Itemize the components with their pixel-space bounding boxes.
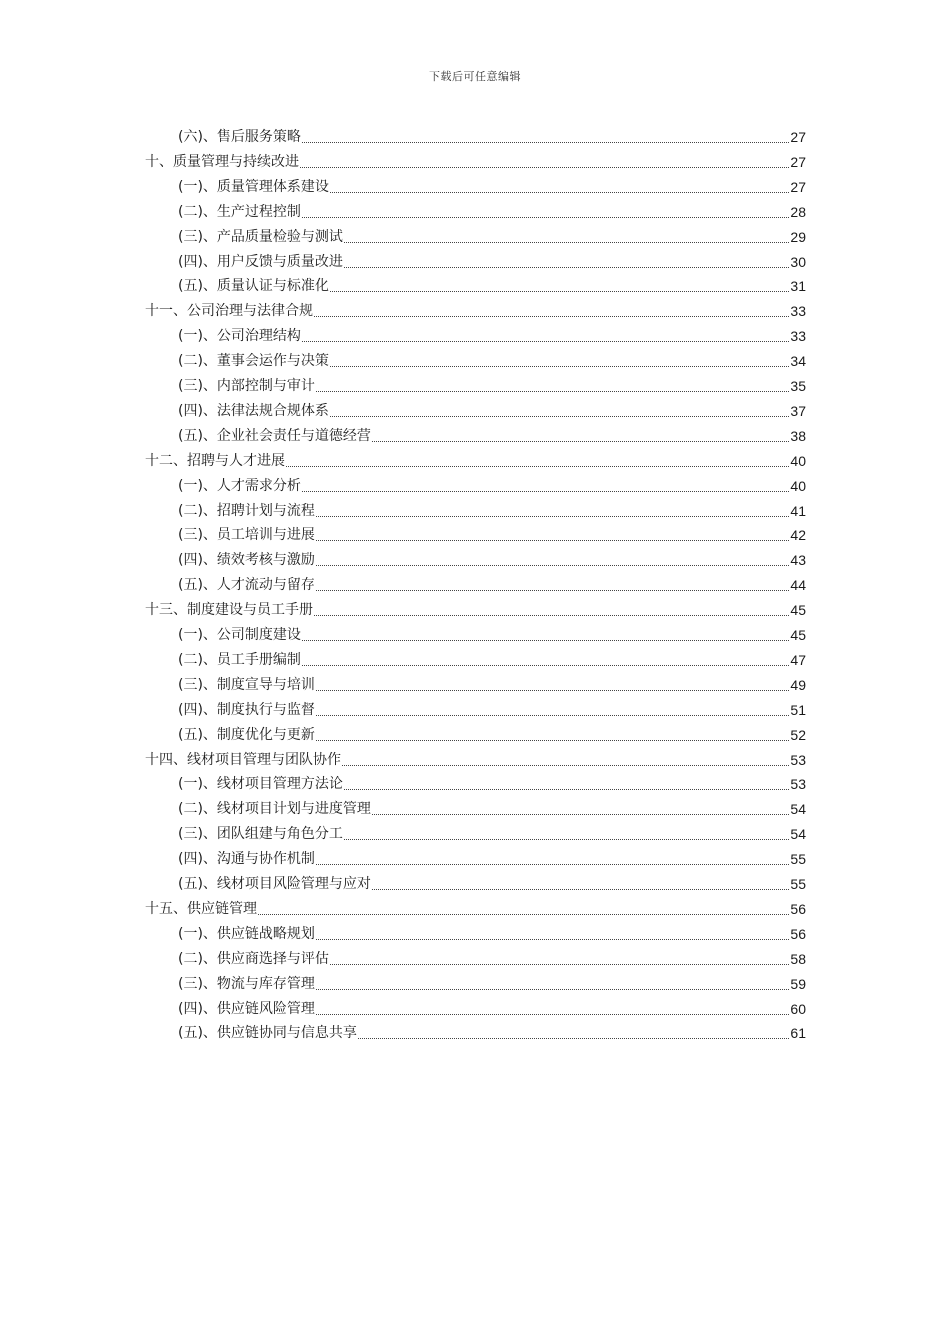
toc-entry-page-number: 42 [790,527,806,544]
toc-dot-leader [302,340,789,342]
toc-entry-title: (六)、售后服务策略 [178,129,301,145]
toc-entry-title: (四)、沟通与协作机制 [178,851,315,868]
toc-dot-leader [316,739,789,741]
toc-section-entry[interactable] [178,997,806,1022]
toc-entry-title: (五)、企业社会责任与道德经营 [178,427,371,444]
toc-entry-title: (五)、质量认证与标准化 [178,278,329,295]
toc-entry-title: (四)、法律法规合规体系 [178,402,329,419]
toc-entry-page-number: 53 [790,776,806,793]
toc-dot-leader [258,913,789,915]
toc-entry-title: (二)、员工手册编制 [178,651,301,668]
toc-entry-page-number: 52 [790,726,806,743]
toc-entry-title: (一)、公司治理结构 [178,328,301,345]
toc-dot-leader [316,564,789,566]
toc-entry-title: (二)、线材项目计划与进度管理 [178,801,371,818]
toc-dot-leader [330,191,789,193]
toc-dot-leader [316,714,789,716]
toc-dot-leader [358,1037,789,1039]
toc-entry-page-number: 61 [790,1025,806,1042]
toc-section-entry[interactable] [178,648,806,673]
toc-entry-title: (三)、团队组建与角色分工 [178,826,343,843]
toc-entry-page-number: 27 [790,178,806,195]
toc-entry-page-number: 55 [790,851,806,868]
toc-entry-title: (一)、人才需求分析 [178,477,301,494]
toc-section-entry[interactable] [178,349,806,374]
toc-section-entry[interactable] [178,200,806,225]
toc-dot-leader [316,988,789,990]
toc-entry-page-number: 47 [790,651,806,668]
toc-section-entry[interactable] [178,623,806,648]
toc-dot-leader [316,863,789,865]
toc-entry-page-number: 54 [790,801,806,818]
toc-section-entry[interactable] [178,125,806,150]
toc-entry-page-number: 40 [790,452,806,469]
toc-entry-page-number: 56 [790,900,806,917]
toc-dot-leader [316,515,789,517]
toc-dot-leader [330,963,789,965]
toc-entry-page-number: 33 [790,303,806,320]
toc-section-entry[interactable] [178,972,806,997]
toc-entry-page-number: 28 [790,203,806,220]
toc-section-entry[interactable] [178,772,806,797]
toc-section-entry[interactable] [178,523,806,548]
toc-entry-title: 十、质量管理与持续改进 [145,153,299,170]
toc-entry-title: (四)、制度执行与监督 [178,701,315,718]
toc-section-entry[interactable] [178,374,806,399]
toc-entry-title: 十四、线材项目管理与团队协作 [145,751,341,768]
toc-dot-leader [316,390,789,392]
toc-entry-page-number: 56 [790,925,806,942]
toc-entry-title: (一)、质量管理体系建设 [178,178,329,195]
toc-section-entry[interactable] [178,424,806,449]
toc-entry-title: (五)、人才流动与留存 [178,577,315,594]
toc-entry-page-number: 43 [790,552,806,569]
toc-dot-leader [372,813,789,815]
toc-entry-page-number: 55 [790,876,806,892]
toc-entry-title: (一)、供应链战略规划 [178,925,315,942]
toc-entry-title: (二)、生产过程控制 [178,203,301,220]
toc-section-entry[interactable] [178,723,806,748]
toc-dot-leader [302,664,789,666]
toc-dot-leader [316,539,789,541]
toc-entry-title: (四)、供应链风险管理 [178,1000,315,1017]
toc-entry-page-number: 31 [790,278,806,295]
toc-entry-page-number: 35 [790,378,806,394]
toc-section-entry[interactable] [178,797,806,822]
toc-entry-page-number: 44 [790,577,806,594]
toc-dot-leader [300,166,789,168]
toc-entry-title: (一)、线材项目管理方法论 [178,776,343,793]
toc-entry-title: 十五、供应链管理 [145,900,257,917]
toc-dot-leader [302,141,789,143]
toc-entry-title: (二)、招聘计划与流程 [178,502,315,519]
toc-entry-title: (二)、董事会运作与决策 [178,353,329,370]
toc-dot-leader [344,241,789,243]
toc-dot-leader [286,465,789,467]
toc-entry-page-number: 33 [790,328,806,345]
toc-entry-title: (四)、用户反馈与质量改进 [178,253,343,270]
toc-section-entry[interactable] [178,947,806,972]
toc-chapter-entry[interactable] [145,150,806,175]
toc-dot-leader [316,689,789,691]
toc-entry-title: (三)、员工培训与进展 [178,527,315,544]
toc-entry-page-number: 38 [790,427,806,444]
toc-dot-leader [316,1013,789,1015]
toc-entry-page-number: 41 [790,502,806,519]
toc-section-entry[interactable] [178,225,806,250]
toc-entry-title: (四)、绩效考核与激励 [178,552,315,569]
toc-dot-leader [344,266,789,268]
toc-dot-leader [302,490,789,492]
toc-entry-page-number: 27 [790,153,806,170]
toc-section-entry[interactable] [178,250,806,275]
toc-dot-leader [342,764,789,766]
toc-entry-page-number: 60 [790,1000,806,1017]
toc-dot-leader [372,888,789,890]
toc-section-entry[interactable] [178,698,806,723]
toc-entry-title: (一)、公司制度建设 [178,627,301,643]
toc-dot-leader [344,788,789,790]
toc-entry-title: (五)、供应链协同与信息共享 [178,1025,357,1042]
toc-section-entry[interactable] [178,175,806,200]
toc-dot-leader [302,639,789,641]
toc-section-entry[interactable] [178,474,806,499]
toc-dot-leader [330,290,789,292]
toc-dot-leader [302,216,789,218]
toc-entry-page-number: 58 [790,950,806,967]
toc-entry-page-number: 54 [790,826,806,843]
toc-section-entry[interactable] [178,922,806,947]
toc-entry-title: (二)、供应商选择与评估 [178,950,329,967]
toc-dot-leader [344,838,789,840]
header-note: 下载后可任意编辑 [429,70,521,83]
toc-dot-leader [316,938,789,940]
toc-entry-title: (五)、制度优化与更新 [178,726,315,743]
toc-dot-leader [314,614,789,616]
toc-section-entry[interactable] [178,548,806,573]
toc-entry-title: 十二、招聘与人才进展 [145,452,285,469]
toc-section-entry[interactable] [178,399,806,424]
toc-section-entry[interactable] [178,673,806,698]
toc-section-entry[interactable] [178,324,806,349]
toc-entry-page-number: 27 [790,129,806,145]
toc-entry-page-number: 45 [790,627,806,643]
toc-entry-title: (五)、线材项目风险管理与应对 [178,876,371,892]
toc-section-entry[interactable] [178,822,806,847]
toc-section-entry[interactable] [178,499,806,524]
toc-chapter-entry[interactable] [145,897,806,922]
toc-chapter-entry[interactable] [145,299,806,324]
toc-dot-leader [330,415,789,417]
toc-dot-leader [372,440,789,442]
toc-entry-page-number: 34 [790,353,806,370]
toc-chapter-entry[interactable] [145,748,806,773]
toc-entry-title: 十三、制度建设与员工手册 [145,602,313,619]
toc-section-entry[interactable] [178,274,806,299]
toc-dot-leader [314,315,789,317]
toc-entry-title: 十一、公司治理与法律合规 [145,303,313,320]
toc-chapter-entry[interactable] [145,598,806,623]
toc-entry-title: (三)、物流与库存管理 [178,975,315,992]
toc-entry-page-number: 45 [790,602,806,619]
toc-entry-page-number: 49 [790,676,806,693]
toc-entry-page-number: 37 [790,402,806,419]
toc-entry-title: (三)、制度宣导与培训 [178,676,315,693]
toc-dot-leader [330,365,789,367]
toc-entry-title: (三)、内部控制与审计 [178,378,315,394]
toc-entry-page-number: 40 [790,477,806,494]
toc-section-entry[interactable] [178,847,806,872]
toc-entry-page-number: 29 [790,228,806,245]
toc-entry-title: (三)、产品质量检验与测试 [178,228,343,245]
toc-section-entry[interactable] [178,1021,806,1046]
toc-section-entry[interactable] [178,872,806,897]
toc-section-entry[interactable] [178,573,806,598]
toc-entry-page-number: 51 [790,701,806,718]
toc-entry-page-number: 59 [790,975,806,992]
toc-entry-page-number: 53 [790,751,806,768]
toc-dot-leader [316,589,789,591]
toc-entry-page-number: 30 [790,253,806,270]
toc-chapter-entry[interactable] [145,449,806,474]
